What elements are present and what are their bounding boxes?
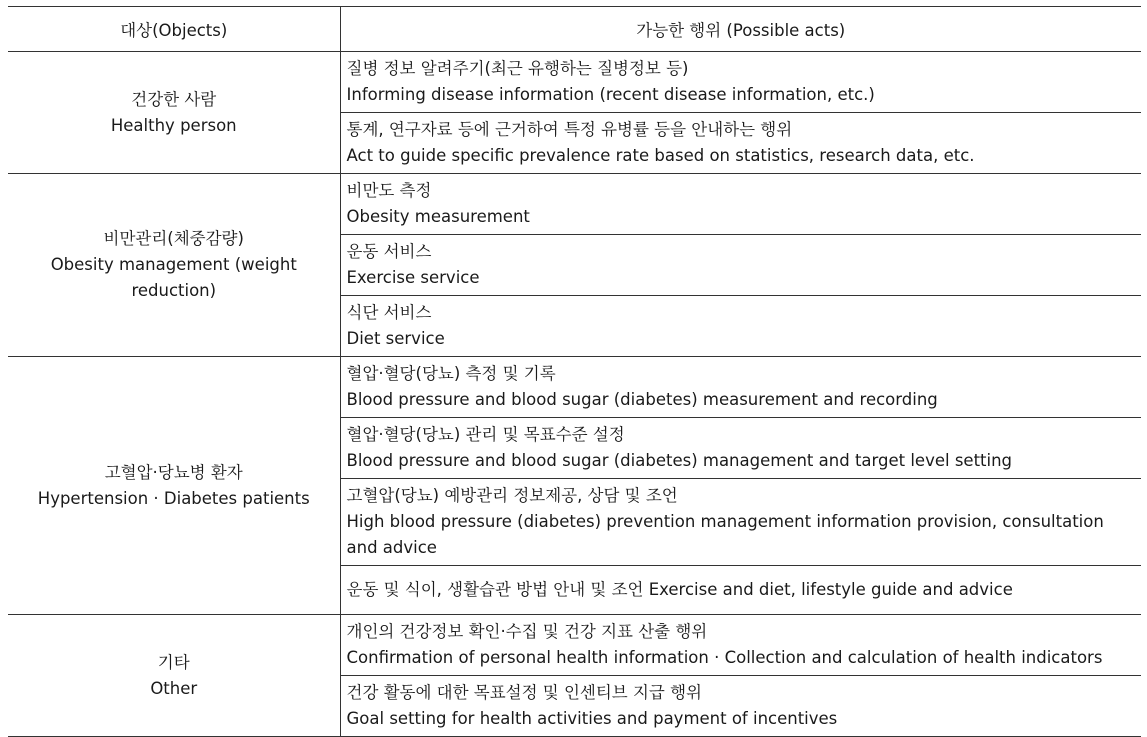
act-cell (340, 566, 1141, 615)
object-en: Other (150, 678, 198, 698)
object-en: Obesity management (weight reduction) (50, 255, 297, 300)
header-row (8, 7, 1141, 52)
act-cell (340, 235, 1141, 296)
object-ko: 기타 (157, 652, 190, 672)
act-en: Confirmation of personal health information · Collection and calculation of health indicators (346, 648, 1103, 667)
act-cell (340, 418, 1141, 479)
object-en: Hypertension · Diabetes patients (37, 488, 310, 508)
act-ko: 개인의 건강정보 확인·수집 및 건강 지표 산출 행위 (346, 622, 708, 641)
act-ko: 식단 서비스 (346, 303, 432, 322)
act-cell (340, 479, 1141, 566)
header-objects: 대상(Objects) (8, 7, 340, 52)
act-cell (340, 615, 1141, 676)
act-ko: 혈압·혈당(당뇨) 측정 및 기록 (346, 364, 556, 383)
act-en: Exercise service (346, 268, 480, 287)
act-en: Blood pressure and blood sugar (diabetes) management and target level setting (346, 451, 1013, 470)
object-ko: 건강한 사람 (131, 89, 217, 109)
act-cell (340, 296, 1141, 357)
object-cell (8, 357, 340, 615)
act-en: Blood pressure and blood sugar (diabetes) measurement and recording (346, 390, 938, 409)
act-ko: 운동 및 식이, 생활습관 방법 안내 및 조언 Exercise and diet, lifestyle guide and advice (346, 580, 1013, 599)
act-en: Act to guide specific prevalence rate based on statistics, research data, etc. (346, 146, 975, 165)
act-cell (340, 113, 1141, 174)
table-row (8, 357, 1141, 418)
object-cell (8, 52, 340, 174)
act-ko: 질병 정보 알려주기(최근 유행하는 질병정보 등) (346, 59, 689, 78)
act-ko: 혈압·혈당(당뇨) 관리 및 목표수준 설정 (346, 425, 625, 444)
object-ko: 비만관리(체중감량) (103, 229, 244, 248)
act-cell (340, 357, 1141, 418)
object-ko: 고혈압·당뇨병 환자 (104, 462, 243, 482)
act-ko: 비만도 측정 (346, 181, 432, 200)
act-ko: 운동 서비스 (346, 242, 432, 261)
object-cell (8, 615, 340, 737)
header-acts: 가능한 행위 (Possible acts) (340, 7, 1141, 52)
table-row (8, 174, 1141, 235)
act-cell (340, 52, 1141, 113)
act-ko: 고혈압(당뇨) 예방관리 정보제공, 상담 및 조언 (346, 486, 678, 505)
act-ko: 통계, 연구자료 등에 근거하여 특정 유병률 등을 안내하는 행위 (346, 120, 793, 139)
act-cell (340, 174, 1141, 235)
object-en: Healthy person (110, 115, 237, 135)
object-cell (8, 174, 340, 357)
act-ko: 건강 활동에 대한 목표설정 및 인센티브 지급 행위 (346, 683, 702, 702)
act-en: Obesity measurement (346, 207, 530, 226)
act-en: Diet service (346, 329, 445, 348)
act-en: Informing disease information (recent disease information, etc.) (346, 85, 875, 104)
act-cell (340, 676, 1141, 737)
table-row (8, 615, 1141, 676)
act-en: Goal setting for health activities and payment of incentives (346, 709, 838, 728)
table-row (8, 52, 1141, 113)
act-en: High blood pressure (diabetes) prevention management information provision, consultation and advice (346, 512, 1104, 557)
possible-acts-table (8, 6, 1141, 737)
